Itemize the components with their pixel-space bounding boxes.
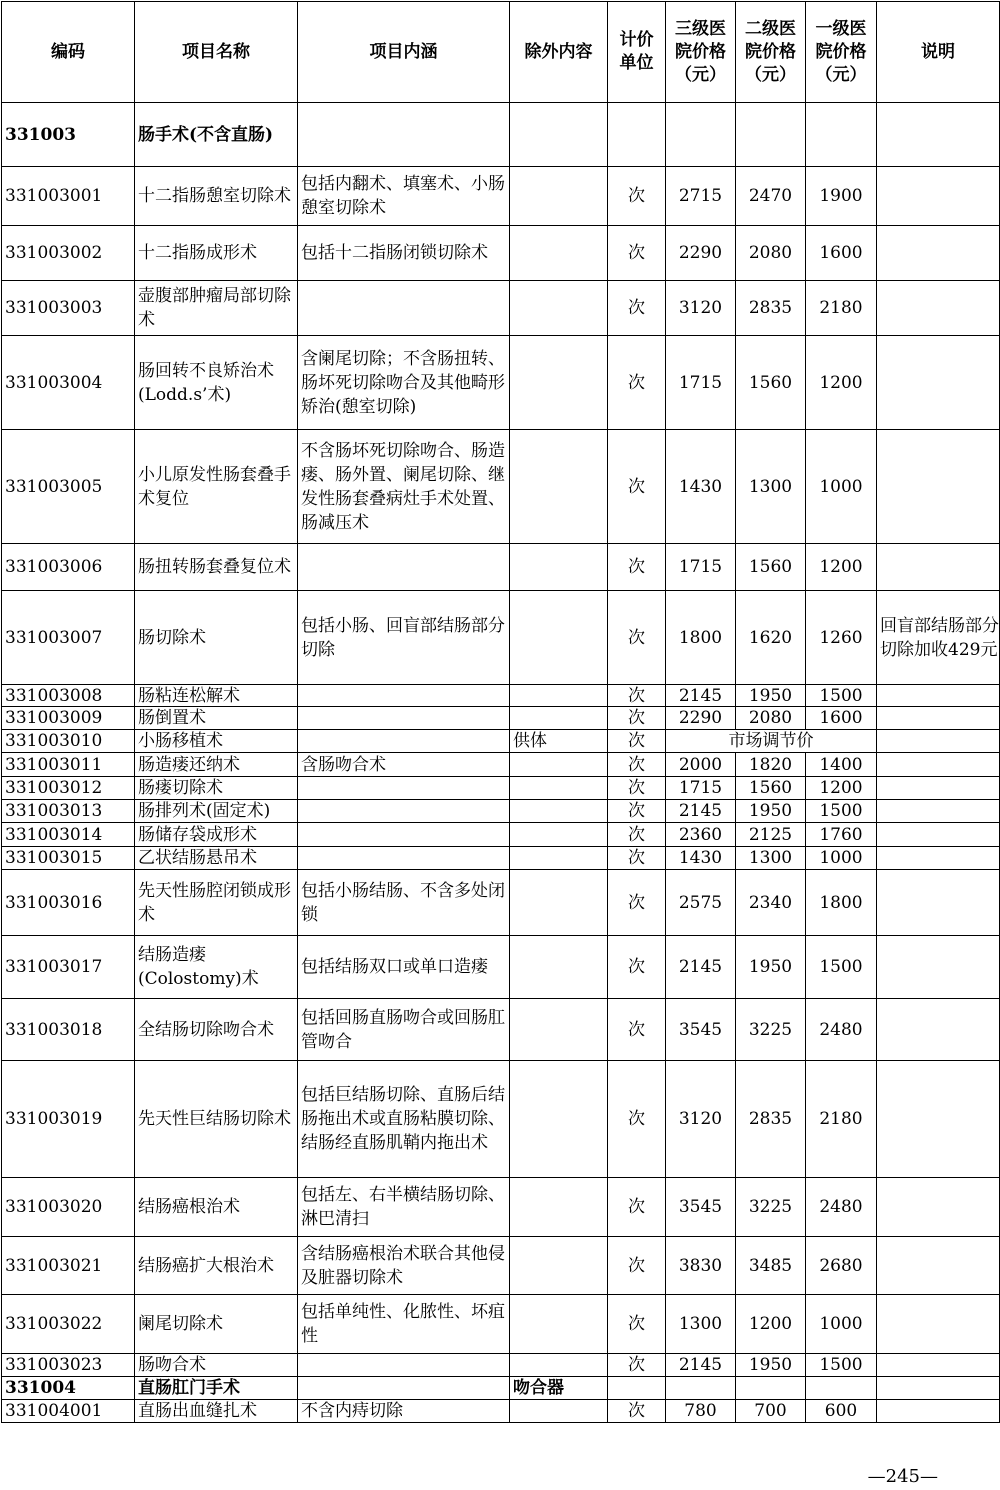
cell-name: 先天性肠腔闭锁成形术 [135, 870, 298, 936]
table-row [2, 1061, 1000, 1178]
cell-price-level3: 2145 [666, 936, 736, 999]
cell-excluded [510, 1354, 608, 1377]
cell-code: 331003011 [2, 753, 135, 777]
cell-excluded [510, 336, 608, 430]
cell-price-level2: 1950 [736, 685, 806, 707]
cell-price-level2: 1620 [736, 591, 806, 685]
cell-note [877, 1377, 1000, 1400]
cell-price-level3: 2575 [666, 870, 736, 936]
table-row [2, 823, 1000, 847]
cell-excluded [510, 999, 608, 1061]
cell-content [298, 823, 510, 847]
cell-code: 331003008 [2, 685, 135, 707]
cell-unit: 次 [608, 1178, 666, 1237]
cell-excluded [510, 281, 608, 336]
cell-price-level3: 3545 [666, 999, 736, 1061]
cell-code: 331003013 [2, 800, 135, 823]
cell-unit: 次 [608, 707, 666, 730]
cell-price-level1: 1500 [806, 685, 877, 707]
cell-note [877, 1400, 1000, 1423]
cell-excluded [510, 103, 608, 167]
cell-content [298, 544, 510, 591]
cell-price-level3: 2145 [666, 800, 736, 823]
cell-name: 肠扭转肠套叠复位术 [135, 544, 298, 591]
table-row [2, 1178, 1000, 1237]
cell-price-level1: 1800 [806, 870, 877, 936]
cell-price-level3: 1715 [666, 336, 736, 430]
cell-code: 331003002 [2, 226, 135, 281]
cell-note [877, 936, 1000, 999]
header-excluded: 除外内容 [510, 2, 608, 103]
table-body [2, 103, 1000, 1423]
cell-excluded [510, 226, 608, 281]
cell-price-level2: 1560 [736, 777, 806, 800]
cell-content [298, 103, 510, 167]
cell-content [298, 1377, 510, 1400]
cell-unit: 次 [608, 1354, 666, 1377]
cell-price-level2 [736, 1377, 806, 1400]
cell-price-level2: 3225 [736, 1178, 806, 1237]
cell-note [877, 1237, 1000, 1295]
cell-unit: 次 [608, 281, 666, 336]
cell-price-level2: 1560 [736, 336, 806, 430]
cell-name: 结肠癌根治术 [135, 1178, 298, 1237]
cell-price-level3: 780 [666, 1400, 736, 1423]
header-price-level2: 二级医 院价格 （元） [736, 2, 806, 103]
cell-name: 小肠移植术 [135, 730, 298, 753]
cell-note [877, 103, 1000, 167]
cell-merged-price: 市场调节价 [666, 730, 877, 753]
cell-price-level2: 2340 [736, 870, 806, 936]
cell-code: 331003018 [2, 999, 135, 1061]
cell-code: 331003017 [2, 936, 135, 999]
table-row [2, 167, 1000, 226]
cell-code: 331003009 [2, 707, 135, 730]
table-row [2, 753, 1000, 777]
cell-price-level1: 1500 [806, 936, 877, 999]
cell-content [298, 281, 510, 336]
cell-content [298, 1354, 510, 1377]
cell-code: 331003012 [2, 777, 135, 800]
cell-price-level2: 2470 [736, 167, 806, 226]
header-price-level1: 一级医 院价格 （元） [806, 2, 877, 103]
header-unit: 计价 单位 [608, 2, 666, 103]
cell-unit: 次 [608, 1400, 666, 1423]
table-row [2, 103, 1000, 167]
cell-price-level2: 1950 [736, 1354, 806, 1377]
cell-code: 331004001 [2, 1400, 135, 1423]
cell-price-level1: 1000 [806, 847, 877, 870]
cell-content [298, 707, 510, 730]
cell-excluded [510, 1061, 608, 1178]
cell-code: 331003007 [2, 591, 135, 685]
cell-price-level2: 1300 [736, 847, 806, 870]
cell-name: 十二指肠成形术 [135, 226, 298, 281]
cell-price-level2 [736, 103, 806, 167]
header-price-level3: 三级医 院价格 （元） [666, 2, 736, 103]
cell-excluded [510, 1178, 608, 1237]
cell-note [877, 777, 1000, 800]
cell-content [298, 777, 510, 800]
table-row [2, 730, 1000, 753]
cell-unit: 次 [608, 544, 666, 591]
cell-price-level3: 2290 [666, 226, 736, 281]
cell-price-level3: 2000 [666, 753, 736, 777]
cell-price-level2: 1950 [736, 800, 806, 823]
cell-unit: 次 [608, 999, 666, 1061]
cell-name: 先天性巨结肠切除术 [135, 1061, 298, 1178]
table-row [2, 1377, 1000, 1400]
cell-price-level2: 2080 [736, 226, 806, 281]
cell-code: 331003010 [2, 730, 135, 753]
cell-note [877, 1354, 1000, 1377]
cell-excluded [510, 777, 608, 800]
cell-name: 结肠造瘘(Colostomy)术 [135, 936, 298, 999]
cell-price-level3: 1800 [666, 591, 736, 685]
cell-unit: 次 [608, 730, 666, 753]
cell-name: 十二指肠憩室切除术 [135, 167, 298, 226]
cell-excluded [510, 1400, 608, 1423]
cell-price-level3: 3120 [666, 1061, 736, 1178]
cell-price-level1: 1260 [806, 591, 877, 685]
cell-note [877, 281, 1000, 336]
cell-name: 直肠出血缝扎术 [135, 1400, 298, 1423]
cell-price-level1 [806, 1377, 877, 1400]
cell-name: 肠吻合术 [135, 1354, 298, 1377]
cell-name: 肠储存袋成形术 [135, 823, 298, 847]
cell-name: 全结肠切除吻合术 [135, 999, 298, 1061]
cell-unit: 次 [608, 753, 666, 777]
cell-note [877, 707, 1000, 730]
cell-name: 小儿原发性肠套叠手术复位 [135, 430, 298, 544]
cell-excluded [510, 430, 608, 544]
cell-excluded [510, 544, 608, 591]
table-row [2, 800, 1000, 823]
cell-price-level3 [666, 103, 736, 167]
cell-note [877, 730, 1000, 753]
cell-price-level1: 1500 [806, 800, 877, 823]
cell-code: 331003005 [2, 430, 135, 544]
cell-excluded: 供体 [510, 730, 608, 753]
cell-price-level3: 3120 [666, 281, 736, 336]
cell-price-level1: 1000 [806, 430, 877, 544]
cell-content: 包括回肠直肠吻合或回肠肛管吻合 [298, 999, 510, 1061]
cell-name: 直肠肛门手术 [135, 1377, 298, 1400]
cell-price-level1: 1200 [806, 336, 877, 430]
cell-code: 331003014 [2, 823, 135, 847]
cell-note [877, 226, 1000, 281]
cell-content: 包括小肠结肠、不含多处闭锁 [298, 870, 510, 936]
cell-price-level2: 2125 [736, 823, 806, 847]
cell-name: 肠粘连松解术 [135, 685, 298, 707]
cell-note [877, 800, 1000, 823]
cell-unit: 次 [608, 800, 666, 823]
header-note: 说明 [877, 2, 1000, 103]
cell-price-level2: 3225 [736, 999, 806, 1061]
cell-price-level1: 2680 [806, 1237, 877, 1295]
cell-price-level2: 1820 [736, 753, 806, 777]
cell-price-level2: 2080 [736, 707, 806, 730]
cell-price-level3: 2360 [666, 823, 736, 847]
cell-unit: 次 [608, 336, 666, 430]
cell-unit: 次 [608, 1237, 666, 1295]
cell-excluded [510, 707, 608, 730]
cell-excluded [510, 591, 608, 685]
cell-unit [608, 103, 666, 167]
cell-name: 肠造瘘还纳术 [135, 753, 298, 777]
cell-price-level3 [666, 1377, 736, 1400]
cell-price-level3: 3545 [666, 1178, 736, 1237]
cell-content: 包括小肠、回盲部结肠部分切除 [298, 591, 510, 685]
cell-unit: 次 [608, 685, 666, 707]
cell-code: 331003004 [2, 336, 135, 430]
cell-price-level3: 2290 [666, 707, 736, 730]
cell-price-level3: 1430 [666, 430, 736, 544]
table-row [2, 777, 1000, 800]
cell-price-level1: 1000 [806, 1295, 877, 1354]
cell-unit: 次 [608, 591, 666, 685]
cell-price-level3: 2715 [666, 167, 736, 226]
table-row [2, 1237, 1000, 1295]
cell-unit: 次 [608, 430, 666, 544]
cell-price-level2: 1560 [736, 544, 806, 591]
cell-code: 331003 [2, 103, 135, 167]
cell-note [877, 336, 1000, 430]
cell-note [877, 847, 1000, 870]
cell-code: 331003016 [2, 870, 135, 936]
cell-price-level3: 1715 [666, 777, 736, 800]
cell-excluded [510, 823, 608, 847]
cell-code: 331003021 [2, 1237, 135, 1295]
cell-unit: 次 [608, 847, 666, 870]
cell-excluded [510, 936, 608, 999]
table-row [2, 1354, 1000, 1377]
cell-note [877, 167, 1000, 226]
cell-excluded [510, 800, 608, 823]
cell-content [298, 685, 510, 707]
cell-price-level3: 3830 [666, 1237, 736, 1295]
table-row [2, 870, 1000, 936]
cell-content: 含结肠癌根治术联合其他侵及脏器切除术 [298, 1237, 510, 1295]
cell-content [298, 847, 510, 870]
table-row [2, 544, 1000, 591]
cell-name: 壶腹部肿瘤局部切除术 [135, 281, 298, 336]
cell-unit: 次 [608, 1061, 666, 1178]
cell-price-level1: 1600 [806, 226, 877, 281]
cell-content: 不含内痔切除 [298, 1400, 510, 1423]
cell-unit: 次 [608, 823, 666, 847]
cell-unit: 次 [608, 226, 666, 281]
cell-content: 含阑尾切除；不含肠扭转、肠坏死切除吻合及其他畸形矫治(憩室切除) [298, 336, 510, 430]
cell-name: 结肠癌扩大根治术 [135, 1237, 298, 1295]
cell-price-level1 [806, 103, 877, 167]
cell-price-level2: 3485 [736, 1237, 806, 1295]
table-row [2, 707, 1000, 730]
header-row [2, 2, 1000, 103]
table-row [2, 999, 1000, 1061]
cell-price-level1: 1400 [806, 753, 877, 777]
cell-content [298, 730, 510, 753]
cell-unit: 次 [608, 777, 666, 800]
cell-price-level3: 1300 [666, 1295, 736, 1354]
cell-content: 包括内翻术、填塞术、小肠憩室切除术 [298, 167, 510, 226]
page-number: —245— [867, 1466, 938, 1487]
cell-code: 331003001 [2, 167, 135, 226]
cell-code: 331003015 [2, 847, 135, 870]
cell-unit [608, 1377, 666, 1400]
cell-price-level2: 2835 [736, 1061, 806, 1178]
cell-price-level2: 700 [736, 1400, 806, 1423]
cell-price-level1: 600 [806, 1400, 877, 1423]
header-code: 编码 [2, 2, 135, 103]
cell-price-level1: 2480 [806, 999, 877, 1061]
cell-name: 阑尾切除术 [135, 1295, 298, 1354]
cell-content: 包括左、右半横结肠切除、淋巴清扫 [298, 1178, 510, 1237]
cell-note [877, 1178, 1000, 1237]
cell-content: 包括单纯性、化脓性、坏疽性 [298, 1295, 510, 1354]
cell-content: 包括结肠双口或单口造瘘 [298, 936, 510, 999]
cell-name: 肠回转不良矫治术(Lodd.s’术) [135, 336, 298, 430]
cell-price-level2: 1200 [736, 1295, 806, 1354]
cell-note [877, 685, 1000, 707]
cell-unit: 次 [608, 870, 666, 936]
cell-code: 331003003 [2, 281, 135, 336]
table-row [2, 591, 1000, 685]
cell-excluded [510, 1237, 608, 1295]
cell-code: 331003020 [2, 1178, 135, 1237]
cell-note [877, 870, 1000, 936]
cell-name: 肠倒置术 [135, 707, 298, 730]
cell-price-level1: 2180 [806, 1061, 877, 1178]
cell-content [298, 800, 510, 823]
cell-price-level1: 1600 [806, 707, 877, 730]
cell-price-level1: 1200 [806, 544, 877, 591]
cell-price-level2: 1950 [736, 936, 806, 999]
table-row [2, 936, 1000, 999]
cell-excluded [510, 167, 608, 226]
table-row [2, 1400, 1000, 1423]
cell-content: 包括巨结肠切除、直肠后结肠拖出术或直肠粘膜切除、结肠经直肠肌鞘内拖出术 [298, 1061, 510, 1178]
table-row [2, 430, 1000, 544]
cell-name: 肠瘘切除术 [135, 777, 298, 800]
cell-price-level3: 1430 [666, 847, 736, 870]
cell-note [877, 999, 1000, 1061]
cell-unit: 次 [608, 1295, 666, 1354]
cell-price-level3: 1715 [666, 544, 736, 591]
cell-note [877, 1295, 1000, 1354]
cell-excluded [510, 685, 608, 707]
table-row [2, 336, 1000, 430]
cell-code: 331003022 [2, 1295, 135, 1354]
cell-excluded [510, 847, 608, 870]
cell-content: 不含肠坏死切除吻合、肠造瘘、肠外置、阑尾切除、继发性肠套叠病灶手术处置、肠减压术 [298, 430, 510, 544]
price-table [1, 1, 1000, 1423]
table-row [2, 847, 1000, 870]
cell-price-level1: 2480 [806, 1178, 877, 1237]
cell-price-level1: 1900 [806, 167, 877, 226]
cell-price-level1: 1200 [806, 777, 877, 800]
cell-note [877, 823, 1000, 847]
cell-price-level1: 1760 [806, 823, 877, 847]
cell-name: 肠排列术(固定术) [135, 800, 298, 823]
cell-content: 包括十二指肠闭锁切除术 [298, 226, 510, 281]
table-row [2, 1295, 1000, 1354]
cell-price-level3: 2145 [666, 685, 736, 707]
cell-name: 肠切除术 [135, 591, 298, 685]
cell-unit: 次 [608, 936, 666, 999]
cell-price-level2: 1300 [736, 430, 806, 544]
cell-price-level3: 2145 [666, 1354, 736, 1377]
cell-note [877, 544, 1000, 591]
cell-content: 含肠吻合术 [298, 753, 510, 777]
header-name: 项目名称 [135, 2, 298, 103]
cell-excluded: 吻合器 [510, 1377, 608, 1400]
cell-name: 肠手术(不含直肠) [135, 103, 298, 167]
cell-note [877, 430, 1000, 544]
table-row [2, 685, 1000, 707]
cell-code: 331004 [2, 1377, 135, 1400]
cell-name: 乙状结肠悬吊术 [135, 847, 298, 870]
cell-code: 331003023 [2, 1354, 135, 1377]
cell-excluded [510, 753, 608, 777]
cell-excluded [510, 1295, 608, 1354]
cell-note [877, 753, 1000, 777]
cell-code: 331003019 [2, 1061, 135, 1178]
table-row [2, 281, 1000, 336]
cell-price-level1: 1500 [806, 1354, 877, 1377]
table-row [2, 226, 1000, 281]
header-content: 项目内涵 [298, 2, 510, 103]
cell-excluded [510, 870, 608, 936]
cell-price-level1: 2180 [806, 281, 877, 336]
cell-code: 331003006 [2, 544, 135, 591]
cell-note [877, 1061, 1000, 1178]
cell-unit: 次 [608, 167, 666, 226]
cell-note: 回盲部结肠部分切除加收429元 [877, 591, 1000, 685]
cell-price-level2: 2835 [736, 281, 806, 336]
